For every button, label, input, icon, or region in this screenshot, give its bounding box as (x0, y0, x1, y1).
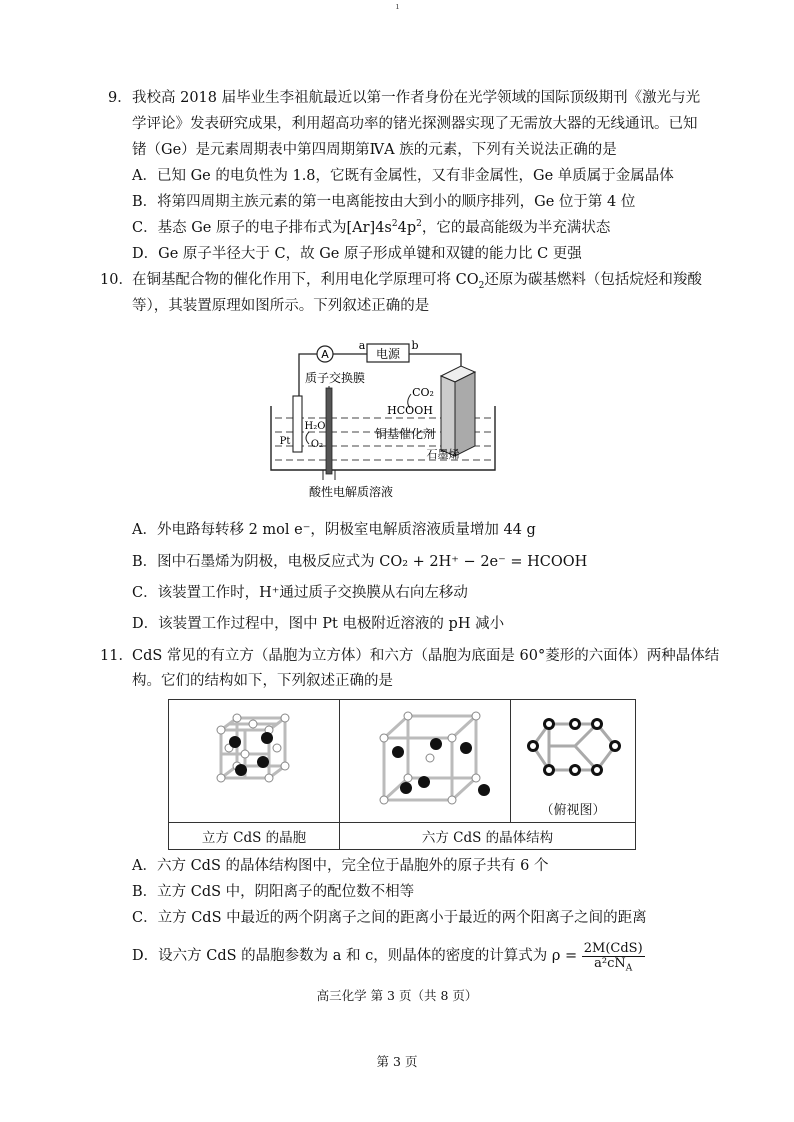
electrolysis-diagram (265, 334, 510, 504)
q11-stem-line1: CdS 常见的有立方（晶胞为立方体）和六方（晶胞为底面是 60°菱形的六面体）两种晶体结 (132, 648, 720, 664)
density-fraction (582, 940, 645, 974)
q9-stem-line2: 学评论》发表研究成果，利用超高功率的锗光探测器实现了无需放大器的无线通讯。已知 (132, 116, 698, 132)
q10-option-b[interactable]: B．图中石墨烯为阴极，电极反应式为 CO₂ + 2H⁺ − 2e⁻ = HCOOH (132, 554, 588, 570)
top-view-label: （俯视图） (540, 803, 606, 818)
q11-option-b[interactable]: B．立方 CdS 中，阴阳离子的配位数不相等 (132, 884, 415, 900)
q11-stem-line2: 构。它们的结构如下，下列叙述正确的是 (132, 673, 393, 689)
catalyst-label: 铜基催化剂 (374, 427, 436, 441)
fraction-denominator-main: a²cN (594, 955, 626, 971)
q9-option-b[interactable]: B．将第四周期主族元素的第一电离能按由大到小的顺序排列，Ge 位于第 4 位 (132, 194, 636, 210)
terminal-b-label: b (411, 339, 419, 352)
q9-option-d[interactable]: D．Ge 原子半径大于 C，故 Ge 原子形成单键和双键的能力比 C 更强 (132, 246, 582, 262)
h2o-arrow (306, 432, 309, 444)
q11-number: 11． (100, 648, 133, 664)
top-mark: ı (396, 2, 399, 12)
exam-footer: 高三化学 第 3 页（共 8 页） (316, 988, 478, 1003)
q10-stem-pre: 在铜基配合物的催化作用下，利用电化学原理可将 CO (132, 272, 479, 288)
q9-stem-line1: 我校高 2018 届毕业生李祖航最近以第一作者身份在光学领域的国际顶级期刊《激光与光 (132, 90, 701, 106)
electrolyte-label: 酸性电解质溶液 (308, 485, 394, 499)
fraction-numerator: 2M(CdS) (583, 940, 643, 956)
hex-structure-image-cell (340, 700, 511, 823)
q9-option-c-post: ，它的最高能级为半充满状态 (421, 220, 611, 236)
q9-option-c[interactable] (132, 218, 610, 238)
top-view-image (511, 702, 635, 798)
power-supply-label: 电源 (375, 347, 401, 361)
q9-option-c-sup1: 2 (391, 219, 398, 230)
fraction-denominator (582, 955, 645, 974)
q11-option-d-pre: D．设六方 CdS 的晶胞参数为 a 和 c，则晶体的密度的计算式为 ρ = (132, 948, 582, 964)
q10-stem-sub: 2 (478, 280, 485, 291)
cubic-cell-image-cell (169, 700, 340, 823)
q9-option-c-pre: C．基态 Ge 原子的电子排布式为[Ar]4s (132, 220, 392, 236)
h2o-label: H₂O (304, 421, 326, 432)
membrane-label: 质子交换膜 (305, 371, 366, 385)
q9-number: 9． (108, 90, 132, 106)
q10-option-a[interactable]: A．外电路每转移 2 mol e⁻，阴极室电解质溶液质量增加 44 g (132, 522, 536, 538)
q9-option-a[interactable]: A．已知 Ge 的电负性为 1.8，它既有金属性，又有非金属性，Ge 单质属于金属晶体 (132, 168, 674, 184)
q9-option-c-sup2: 2 (416, 219, 422, 230)
q10-stem-line1 (132, 270, 702, 290)
hex-caption: 六方 CdS 的晶体结构 (340, 823, 636, 850)
page-number: 第 3 页 (376, 1054, 418, 1069)
hcooh-label: HCOOH (387, 404, 433, 417)
q9-option-c-mid: 4p (397, 220, 417, 236)
q11-option-c[interactable]: C．立方 CdS 中最近的两个阴离子之间的距离小于最近的两个阳离子之间的距离 (132, 910, 647, 926)
hexagonal-structure-image (340, 700, 510, 818)
ammeter-label: A (321, 348, 329, 361)
graphene-electrode (441, 376, 455, 456)
pt-electrode (293, 396, 302, 452)
top-view-image-cell (511, 700, 636, 823)
q9-stem-line3: 锗（Ge）是元素周期表中第四周期第ⅣA 族的元素，下列有关说法正确的是 (132, 142, 617, 158)
q10-stem-line2: 等），其装置原理如图所示。下列叙述正确的是 (132, 298, 430, 314)
q10-stem-post: 还原为碳基燃料（包括烷烃和羧酸 (484, 272, 702, 288)
proton-exchange-membrane (326, 388, 332, 474)
pt-label: Pt (279, 436, 291, 447)
q10-option-d[interactable]: D．该装置工作过程中，图中 Pt 电极附近溶液的 pH 减小 (132, 616, 505, 632)
terminal-a-label: a (358, 339, 366, 352)
crystal-structure-table (168, 699, 636, 850)
fraction-denominator-sub: A (625, 963, 633, 974)
q11-option-d[interactable] (132, 938, 645, 974)
graphene-label: 石墨烯 (426, 448, 460, 461)
co2-label: CO₂ (412, 386, 434, 399)
q11-option-a[interactable]: A．六方 CdS 的晶体结构图中，完全位于晶胞外的原子共有 6 个 (132, 858, 549, 874)
cubic-caption: 立方 CdS 的晶胞 (169, 823, 340, 850)
o2-label: O₂ (310, 439, 324, 450)
q10-option-c[interactable]: C．该装置工作时，H⁺通过质子交换膜从右向左移动 (132, 585, 468, 601)
q10-number: 10． (100, 272, 133, 288)
cubic-unit-cell-image (169, 700, 339, 818)
